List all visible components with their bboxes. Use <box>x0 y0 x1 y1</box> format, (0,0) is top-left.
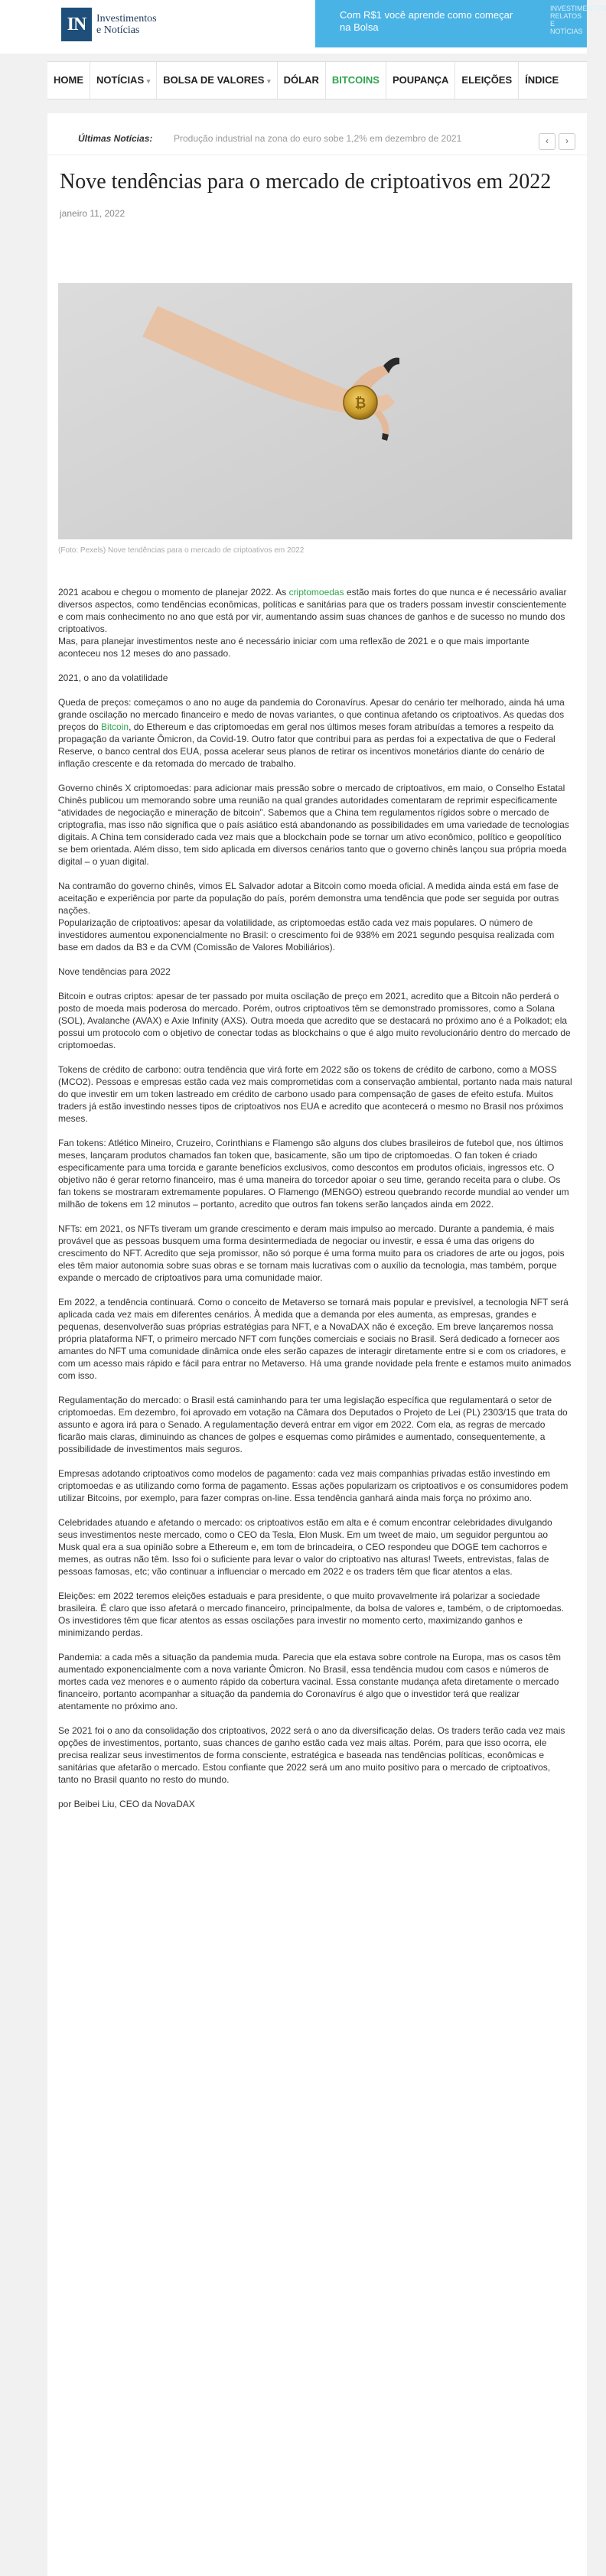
paragraph: Regulamentação do mercado: o Brasil está caminhando para ter uma legislação específica que regulamentará o setor de criptomoedas. Em dezembro, foi aprovado em votação na Câmara dos Deputados o Projeto de Lei (PL) 2303/15 que trata do assunto e agora irá para o Senado. A regulamentação deverá entrar em vigor em 2022. Com ela, as regras de mercado ficarão mais claras, diminuindo as chances de golpes e esquemas como pirâmides e aumentado, consequentemente, a possibilidade de investimentos mais seguros. <box>58 1395 568 1454</box>
paragraph: Pandemia: a cada mês a situação da pandemia muda. Parecia que ela estava sobre controle na Europa, mas os casos têm aumentado exponencialmente com a nova variante Ômicron. No Brasil, essa tendência mudou com casos e números de mortes cada vez menores e o aumento rápido da cobertura vacinal. Essa constante mudança afeta diretamente o mercado financeiro, portanto acompanhar a situação da pandemia do Coronavírus é algo que o investidor terá que realizar atentamente no próximo ano. <box>58 1652 562 1711</box>
paragraph: Bitcoin e outras criptos: apesar de ter passado por muita oscilação de preço em 2021, acredito que a Bitcoin não perderá o posto de moeda mais poderosa do mercado. Porém, outros criptoativos têm se demonstrado promissores, como a Solana (SOL), Avalanche (AVAX) e Axie Infinity (AXS). Outra moeda que acredito que se destacará no próximo ano é a Polkadot; ela possui um protocolo com o objetivo de conectar todas as blockchains o que é algo muito revolucionário dentro do mercado de criptomoedas. <box>58 991 571 1050</box>
ad-logo: INVESTIMENTOS RELATOS E NOTÍCIAS <box>550 5 606 35</box>
ticker-next-button[interactable]: › <box>559 133 575 150</box>
section-heading: Nove tendências para 2022 <box>58 966 171 977</box>
main-content <box>47 113 587 2576</box>
nav-item-indice[interactable]: ÍNDICE <box>525 74 559 86</box>
nav-item-dolar[interactable]: DÓLAR <box>278 62 326 99</box>
paragraph: Em 2022, a tendência continuará. Como o conceito de Metaverso se tornará mais popular e previsível, a tecnologia NFT será aplicada cada vez mais em diferentes cenários. À medida que a demanda por eles aumenta, as empresas, grandes e pequenas, desenvolverão suas próprias estratégias para NFT, e a NovaDAX não é exceção. Em breve lançaremos nossa própria plataforma NFT, o primeiro mercado NFT com funções comerciais e sociais no Brasil. Será dedicado a fornecer aos amantes do NFT uma comunidade dinâmica onde eles serão capazes de interagir diretamente entre si e com os criadores, e com um acesso mais rápido e fácil para entrar no Metaverso. Há uma grande novidade pela frente e estamos muito animados com isso. <box>58 1297 572 1381</box>
nav-item-poupanca[interactable]: POUPANÇA <box>386 62 455 99</box>
paragraph: NFTs: em 2021, os NFTs tiveram um grande crescimento e deram mais impulso ao mercado. Durante a pandemia, é mais provável que as pessoas busquem uma forma desintermediada de negociar ou investir, e essa é uma das origens do crescimento do NFT. Acredito que seja promissor, não só porque é uma forma muito para os criadores de arte ou jogos, pois eles têm maior autonomia sobre suas obras e se tornam mais lucrativas com o auxílio da tecnologia, mas também, porque expande o mercado de criptoativos para uma comunidade maior. <box>58 1223 565 1283</box>
paragraph: Eleições: em 2022 teremos eleições estaduais e para presidente, o que muito provavelmente irá polarizar a sociedade brasileira. É claro que isso afetará o mercado financeiro, principalmente, da bolsa de valores e, também, o de criptomoedas. Os investidores têm que ficar atentos as essas oscilações para investir no momento certo, maximizando ganhos e minimizando perdas. <box>58 1591 565 1638</box>
image-caption: (Foto: Pexels) Nove tendências para o mercado de criptoativos em 2022 <box>58 546 305 555</box>
site-logo[interactable] <box>61 8 157 41</box>
chevron-down-icon: ▾ <box>267 77 271 85</box>
paragraph: Celebridades atuando e afetando o mercado: os criptoativos estão em alta e é comum encontrar celebridades divulgando seus investimentos neste mercado, como o CEO da Tesla, Elon Musk. Em um tweet de maio, um seguidor perguntou ao Musk qual era a sua opinião sobre a Ethereum e, em tom de brincadeira, o CEO respondeu que DOGE tem cachorros e memes, as outras não têm. Isso foi o suficiente para levar o valor do criptoativo nas alturas! Tweets, entrevistas, falas de pessoas famosas, etc; vão continuar a influenciar o mercado em 2022 e os traders têm que ficar atentos a elas. <box>58 1517 552 1577</box>
article-date: janeiro 11, 2022 <box>60 208 125 219</box>
nav-item-home[interactable]: HOME <box>47 62 90 99</box>
hand-holding-coin-illustration <box>58 283 572 539</box>
ad-banner[interactable] <box>315 0 606 47</box>
chevron-down-icon: ▾ <box>146 77 151 85</box>
paragraph: Se 2021 foi o ano da consolidação dos criptoativos, 2022 será o ano da diversificação delas. Os traders terão cada vez mais opções de investimentos, portanto, suas chances de ganho estão cada vez mais altas. Porém, para que isso ocorra, ele precisa realizar seus investimentos de forma consciente, estratégica e baseada nas tendências políticas, econômicas e sanitárias que afetarão o mercado. Estou confiante que 2022 será um ano muito positivo para o mercado de criptoativos, tanto no Brasil quanto no resto do mundo. <box>58 1725 565 1785</box>
bitcoin-link[interactable]: Bitcoin <box>101 721 129 732</box>
news-ticker <box>47 124 587 155</box>
site-header <box>0 0 606 54</box>
author-credit: por Beibei Liu, CEO da NovaDAX <box>58 1799 195 1809</box>
paragraph: 2021 acabou e chegou o momento de planejar 2022. As criptomoedas estão mais fortes do que nunca e é necessário avaliar diversos aspectos, como tendências econômicas, políticas e sanitárias para que os traders possam investir conscientemente e com mais conhecimento no ano que está por vir, aumentando assim suas chances de ganhos e de sucesso no mundo dos criptoativos. Mas, para planejar investimentos neste ano é necessário iniciar com uma reflexão de 2021 e o que mais importante aconteceu nos 12 meses do ano passado. <box>58 587 567 659</box>
paragraph: Governo chinês X criptomoedas: para adicionar mais pressão sobre o mercado de criptoativos, em maio, o Conselho Estatal Chinês publicou um memorando sobre uma reunião na qual grandes autoridades comentaram de reprimir especificamente “atividades de negociação e mineração de bitcoin”. Sabemos que a China tem regulamentos rígidos sobre o mercado de criptografia, mas isso não significa que o país asiático está abandonando as possibilidades em uma variedade de tecnologias digitais. A China tem considerado cada vez mais que a blockchain pode se tornar um ativo econômico, político e geopolítico se bem orientada. Além disso, tem sido aplicada em diversos cenários tanto que o governo chinês lançou sua própria moeda digital – o yuan digital. <box>58 783 569 867</box>
logo-mark: IN <box>61 8 92 41</box>
logo-line1: Investimentos <box>96 13 157 24</box>
paragraph: Na contramão do governo chinês, vimos EL Salvador adotar a Bitcoin como moeda oficial. A medida ainda está em fase de aceitação e experiência por parte da população do país, porém demonstra uma tendência que pode ser seguida por outras nações. Popularização de criptoativos: apesar da volatilidade, as criptomoedas estão cada vez mais populares. O número de investidores aumentou exponencialmente no Brasil: o crescimento foi de 938% em 2021 segundo pesquisa realizada com base em dados da B3 e da CVM (Comissão de Valores Mobiliários). <box>58 881 559 953</box>
logo-text <box>96 13 157 36</box>
paragraph: Empresas adotando criptoativos como modelos de pagamento: cada vez mais companhias privadas estão investindo em criptomoedas e as utilizando como forma de pagamento. Essas ações popularizam os criptoativos e os consumidores podem utilizar Bitcoins, por exemplo, para fazer compras on-line. Essa tendência ganhará ainda mais força no próximo ano. <box>58 1468 569 1503</box>
ticker-prev-button[interactable]: ‹ <box>539 133 556 150</box>
section-heading: 2021, o ano da volatilidade <box>58 672 168 683</box>
nav-item-eleicoes[interactable]: ELEIÇÕES <box>455 62 519 99</box>
paragraph: Fan tokens: Atlético Mineiro, Cruzeiro, Corinthians e Flamengo são alguns dos clubes brasileiros de futebol que, nos últimos meses, lançaram produtos chamados fan token que, basicamente, são um tipo de criptomoedas. O fan token é criado especificamente para uma torcida e garante benefícios exclusivos, como descontos em produtos oficiais, ingressos etc. O objetivo não é gerar retorno financeiro, mas é uma maneira do torcedor apoiar o seu time, gerando receita para o clube. Os fan tokens se mostraram extremamente populares. O Flamengo (MENGO) estreou quebrando recorde mundial ao vender um milhão de tokens em 12 minutos – portanto, acredito que outros fan tokens serão lançados ainda em 2022. <box>58 1138 569 1210</box>
paragraph: Tokens de crédito de carbono: outra tendência que virá forte em 2022 são os tokens de crédito de carbono, como a MOSS (MCO2). Pessoas e empresas estão cada vez mais comprometidas com a conservação ambiental, portanto nada mais natural do que investir em um token lastreado em crédito de carbono usado para compensação de gases de efeito estufa. Muitos traders já estão investindo nesses tipos de criptoativos nos EUA e acredito que acontecerá o mesmo no Brasil nos próximos meses. <box>58 1064 572 1124</box>
nav-item-bolsa[interactable]: BOLSA DE VALORES ▾ <box>157 62 277 99</box>
article-title: Nove tendências para o mercado de criptoativos em 2022 <box>60 170 552 194</box>
nav-item-noticias[interactable]: NOTÍCIAS ▾ <box>90 62 157 99</box>
ad-text: Com R$1 você aprende como começar na Bolsa <box>340 9 513 33</box>
article-body <box>58 586 572 1822</box>
nav-item-bitcoins[interactable]: BITCOINS <box>326 62 386 99</box>
criptomoedas-link[interactable]: criptomoedas <box>288 587 344 598</box>
paragraph: Queda de preços: começamos o ano no auge da pandemia do Coronavírus. Apesar do cenário ter melhorado, ainda há uma grande oscilação no mercado financeiro e medo de novas variantes, o que continua afetando os criptoativos. As quedas dos preços do Bitcoin, do Ethereum e das criptomoedas em geral nos últimos meses foram atribuídas a temores a respeito da propagação da variante Ômicron, da Covid-19. Outro fator que contribui para as perdas foi a expectativa de que o Federal Reserve, o banco central dos EUA, possa acelerar seus planos de retirar os incentivos monetários diante do cenário de inflação crescente e da retomada do mercado de trabalho. <box>58 697 565 769</box>
main-nav <box>47 61 587 99</box>
logo-line2: e Notícias <box>96 24 140 36</box>
svg-text:₿: ₿ <box>354 396 367 411</box>
ticker-label: Últimas Notícias: <box>78 133 153 144</box>
ticker-headline[interactable]: Produção industrial na zona do euro sobe 1,2% em dezembro de 2021 <box>174 133 462 144</box>
hero-image <box>58 283 572 539</box>
